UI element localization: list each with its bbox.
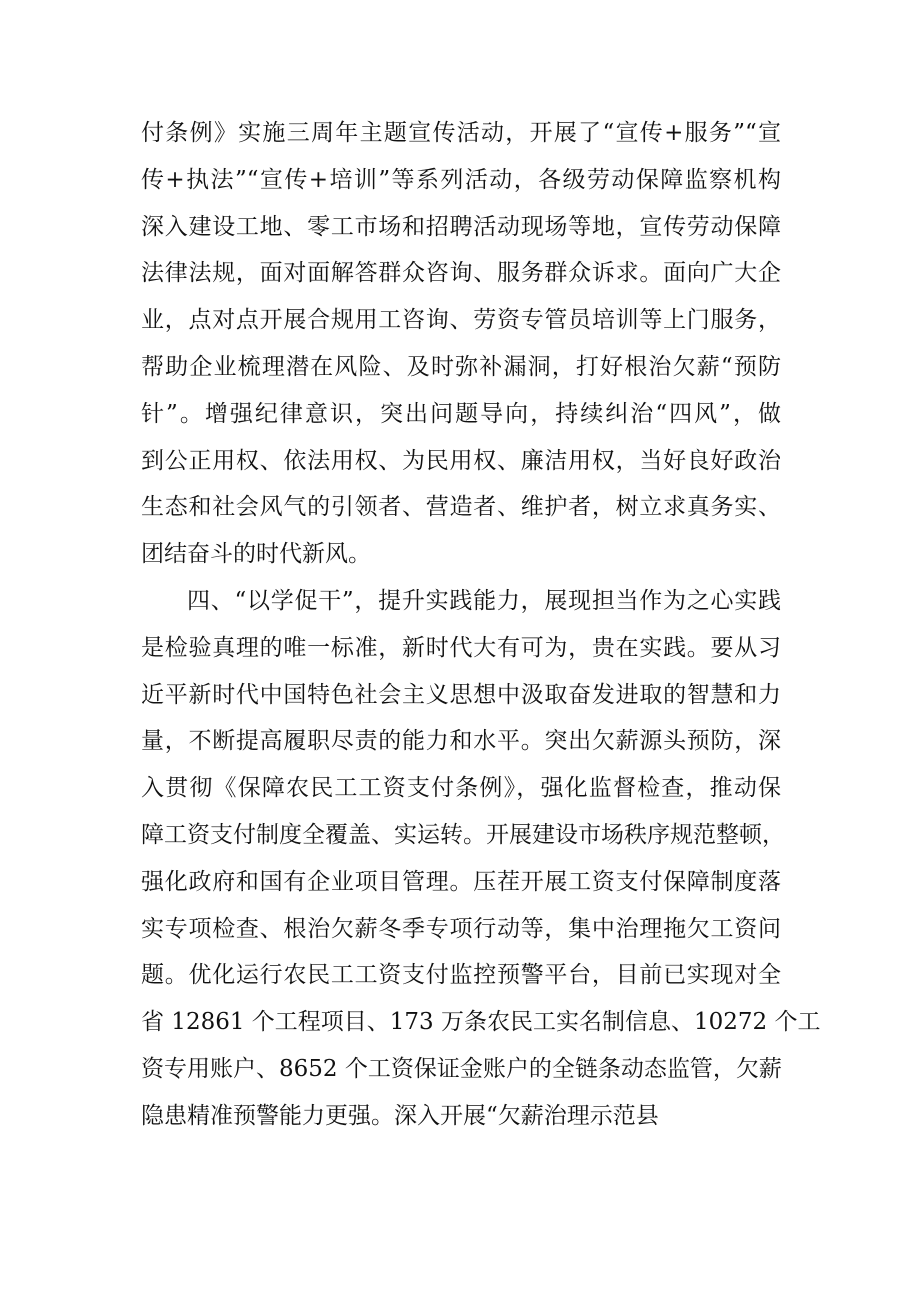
text-line: 团结奋斗的时代新风。 [141,541,371,568]
text-line: 到公正用权、依法用权、为民用权、廉洁用权，当好良好政治 [141,447,781,474]
text-line: 量，不断提高履职尽责的能力和水平。突出欠薪源头预防，深 [141,728,781,755]
text-line: 省 12861 个工程项目、173 万条农民工实名制信息、10272 个工 [141,1009,821,1036]
text-line: 传+执法”“宣传+培训”等系列活动，各级劳动保障监察机构 [141,166,781,193]
body-text [141,110,821,1140]
text-line: 生态和社会风气的引领者、营造者、维护者，树立求真务实、 [141,494,781,521]
text-line: 障工资支付制度全覆盖、实运转。开展建设市场秩序规范整顿， [141,821,785,848]
text-line: 实专项检查、根治欠薪冬季专项行动等，集中治理拖欠工资问 [141,915,781,942]
text-line: 隐患精准预警能力更强。深入开展“欠薪治理示范县 [141,1102,659,1129]
section-heading-line: 四、“以学促干”，提升实践能力，展现担当作为之心实践 [187,587,781,614]
text-line: 资专用账户、8652 个工资保证金账户的全链条动态监管，欠薪 [141,1055,782,1082]
text-line: 近平新时代中国特色社会主义思想中汲取奋发进取的智慧和力 [141,681,781,708]
text-line: 入贯彻《保障农民工工资支付条例》，强化监督检查，推动保 [141,775,781,802]
text-line: 强化政府和国有企业项目管理。压茬开展工资支付保障制度落 [141,868,781,895]
text-line: 题。优化运行农民工工资支付监控预警平台，目前已实现对全 [141,962,781,989]
text-line: 深入建设工地、零工市场和招聘活动现场等地，宣传劳动保障 [141,213,781,240]
text-line: 是检验真理的唯一标准，新时代大有可为，贵在实践。要从习 [141,634,781,661]
text-line: 帮助企业梳理潜在风险、及时弥补漏洞，打好根治欠薪“预防 [141,353,781,380]
text-line: 法律法规，面对面解答群众咨询、服务群众诉求。面向广大企 [141,260,781,287]
text-line: 付条例》实施三周年主题宣传活动，开展了“宣传+服务”“宣 [141,120,781,146]
text-line: 针”。增强纪律意识，突出问题导向，持续纠治“四风”，做 [141,400,781,427]
text-line: 业，点对点开展合规用工咨询、劳资专管员培训等上门服务， [141,307,781,334]
